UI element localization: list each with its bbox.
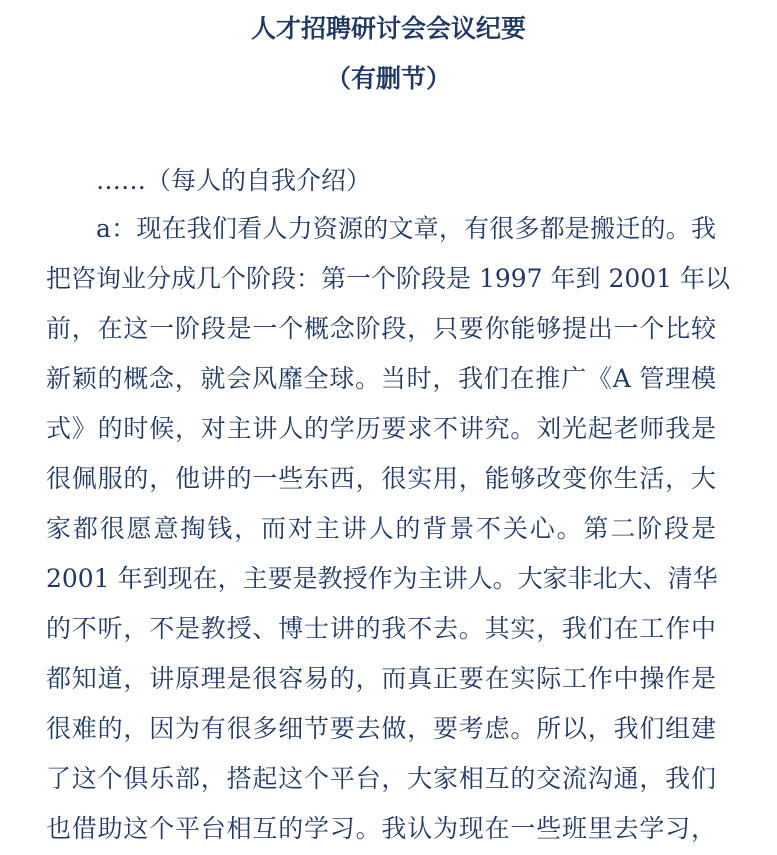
paragraph-line: 很难的，因为有很多细节要去做，要考虑。所以，我们组建 <box>46 714 716 743</box>
document-title: 人才招聘研讨会会议纪要 <box>250 14 526 43</box>
paragraph-line: 把咨询业分成几个阶段：第一个阶段是 1997 年到 2001 年以 <box>46 264 731 293</box>
paragraph-line: 都知道，讲原理是很容易的，而真正要在实际工作中操作是 <box>46 664 716 693</box>
paragraph-line: 了这个俱乐部，搭起这个平台，大家相互的交流沟通，我们 <box>46 764 716 793</box>
paragraph-line: 家都很愿意掏钱，而对主讲人的背景不关心。第二阶段是 <box>46 514 716 543</box>
paragraph-line: 前，在这一阶段是一个概念阶段，只要你能够提出一个比较 <box>46 314 716 343</box>
paragraph-line: a：现在我们看人力资源的文章，有很多都是搬迁的。我 <box>96 214 716 243</box>
paragraph-line: 的不听，不是教授、博士讲的我不去。其实，我们在工作中 <box>46 614 716 643</box>
paragraph-line: 也借助这个平台相互的学习。我认为现在一些班里去学习， <box>46 814 716 843</box>
paragraph-line: 2001 年到现在，主要是教授作为主讲人。大家非北大、清华 <box>46 564 718 593</box>
paragraph-line: 很佩服的，他讲的一些东西，很实用，能够改变你生活，大 <box>46 464 716 493</box>
document-subtitle: （有删节） <box>325 64 451 93</box>
paragraph-line: 式》的时候，对主讲人的学历要求不讲究。刘光起老师我是 <box>46 414 716 443</box>
paragraph-line: 新颖的概念，就会风靡全球。当时，我们在推广《A 管理模 <box>46 364 716 393</box>
intro-line: ……（每人的自我介绍） <box>96 166 372 195</box>
